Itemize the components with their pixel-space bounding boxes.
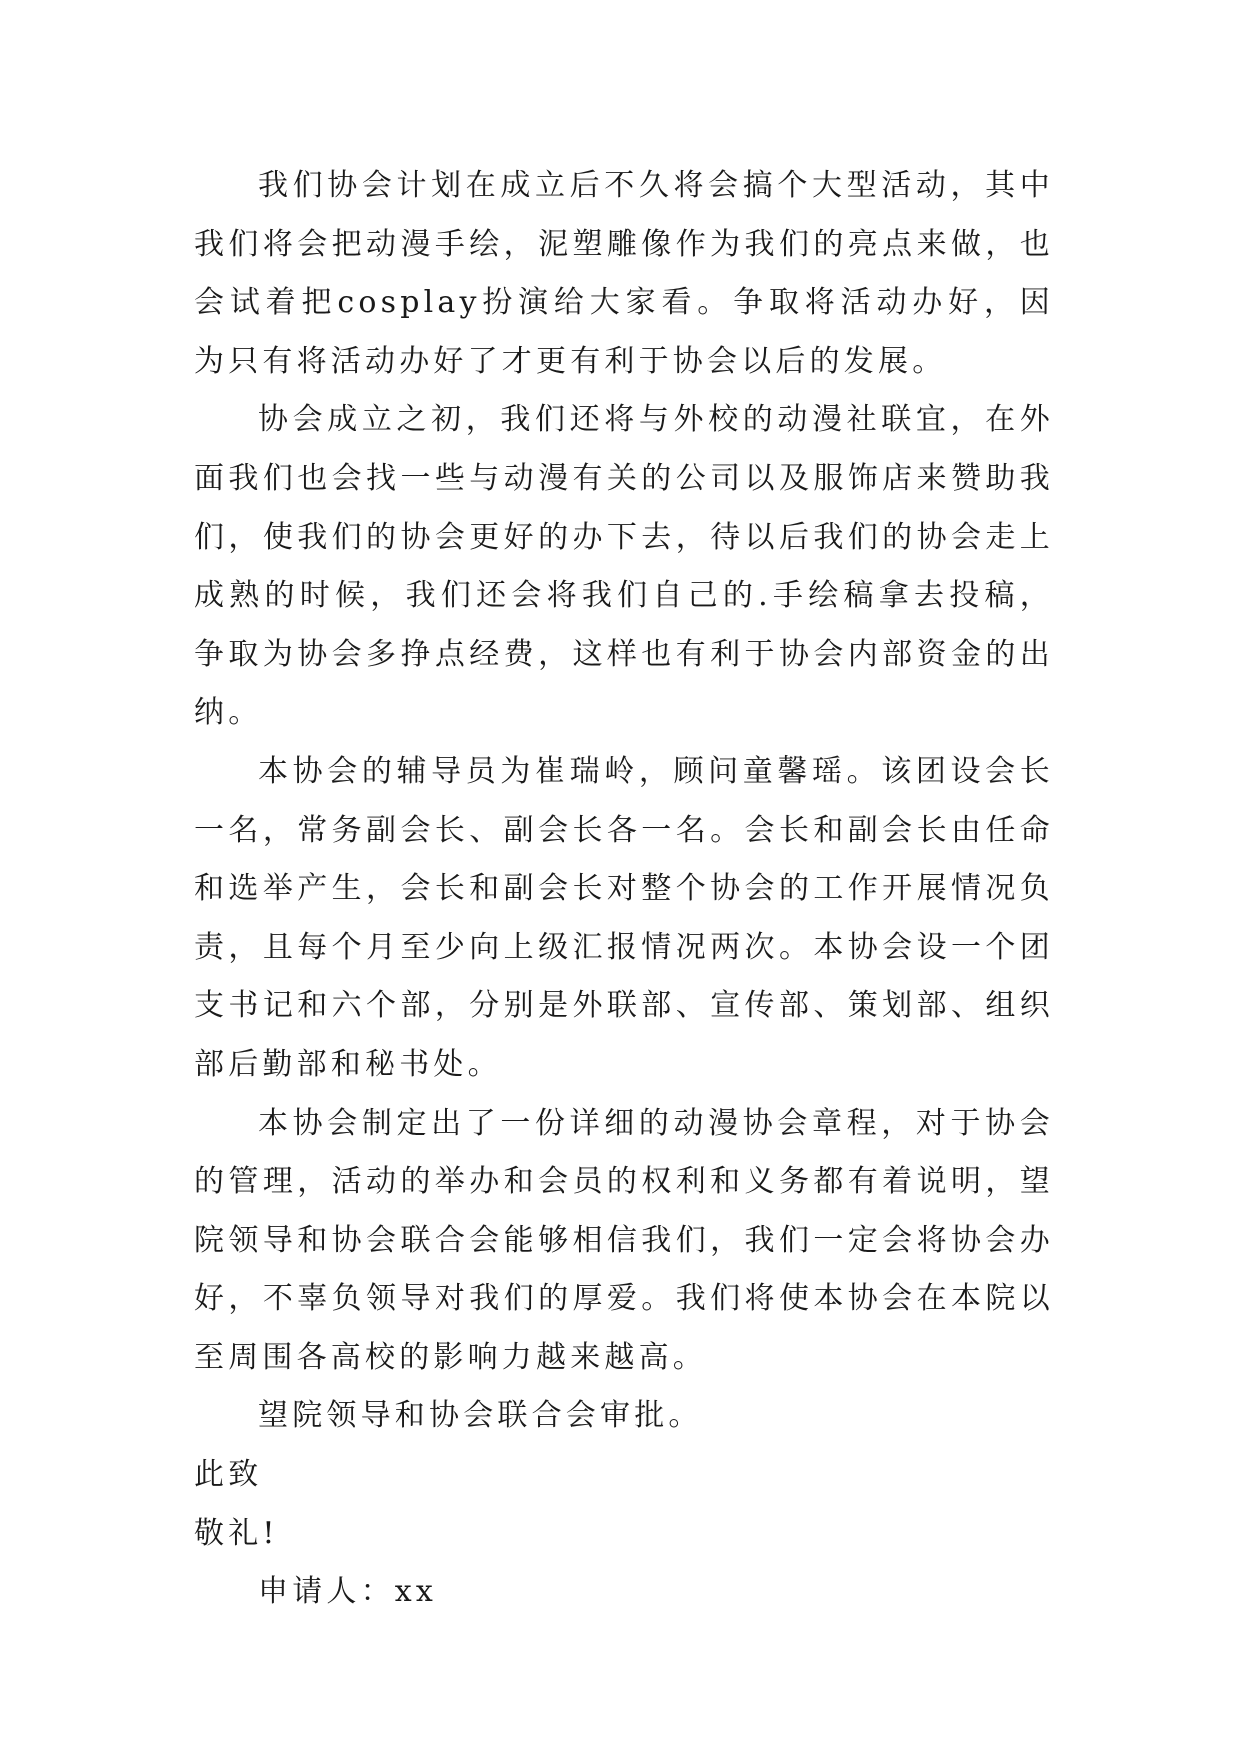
applicant-signature: 申请人：xx xyxy=(258,1574,438,1610)
closing-salutation: 此致 xyxy=(194,1457,263,1493)
paragraph-activity-plan: 我们协会计划在成立后不久将会搞个大型活动，其中我们将会把动漫手绘，泥塑雕像作为我们的亮点来做，也会试着把cosplay扮演给大家看。争取将活动办好，因为只有将活动办好了才更有利于协会以后的发展。 xyxy=(194,168,1054,379)
paragraph-charter: 本协会制定出了一份详细的动漫协会章程，对于协会的管理，活动的举办和会员的权利和义务都有着说明，望院领导和协会联合会能够相信我们，我们一定会将协会办好，不辜负领导对我们的厚爱。我们将使本协会在本院以至周围各高校的影响力越来越高。 xyxy=(194,1105,1054,1375)
paragraph-approval-request: 望院领导和协会联合会审批。 xyxy=(258,1398,703,1434)
paragraph-partnerships: 协会成立之初，我们还将与外校的动漫社联宜，在外面我们也会找一些与动漫有关的公司以及服饰店来赞助我们，使我们的协会更好的办下去，待以后我们的协会走上成熟的时候，我们还会将我们自己的.手绘稿拿去投稿，争取为协会多挣点经费，这样也有利于协会内部资金的出纳。 xyxy=(194,402,1054,731)
paragraph-organization: 本协会的辅导员为崔瑞岭，顾问童馨瑶。该团设会长一名，常务副会长、副会长各一名。会长和副会长由任命和选举产生，会长和副会长对整个协会的工作开展情况负责，且每个月至少向上级汇报情况两次。本协会设一个团支书记和六个部，分别是外联部、宣传部、策划部、组织部后勤部和秘书处。 xyxy=(194,753,1054,1082)
letter-body xyxy=(194,157,1054,1622)
closing-regards: 敬礼! xyxy=(194,1515,279,1551)
